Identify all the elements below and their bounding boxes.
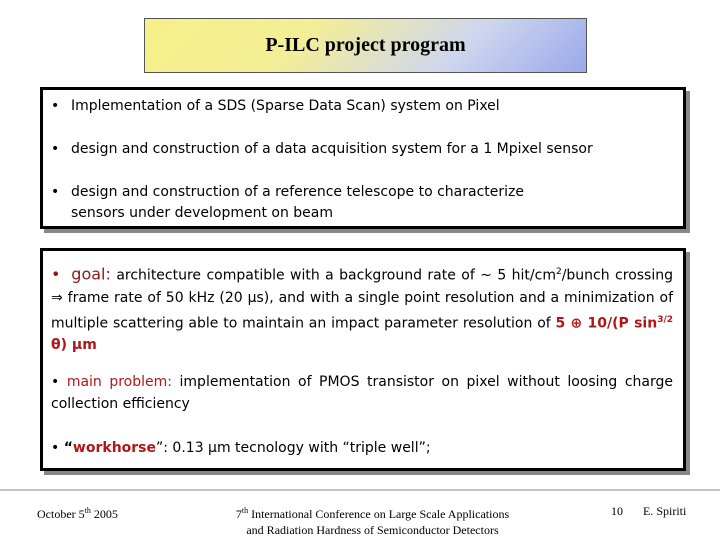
footer-date-b: 2005 (93, 507, 118, 521)
bullet-dot: • (51, 184, 60, 200)
footer-author: E. Spiriti (643, 504, 687, 518)
resolution-formula-b: θ) μm (51, 337, 97, 354)
bullet-sds (51, 96, 500, 117)
workhorse-paragraph (51, 437, 673, 459)
workhorse-label: workhorse (72, 440, 157, 456)
resolution-formula-a: 5 ⊕ 10/(P sin (555, 315, 658, 332)
main-problem-label: main problem: (66, 374, 172, 390)
objectives-box (40, 87, 686, 229)
footer-conf-line2: and Radiation Hardness of Semiconductor Detectors (246, 523, 499, 537)
problem-paragraph (51, 371, 673, 415)
footer-conference (200, 503, 545, 538)
bullet-daq (51, 139, 593, 160)
bullet-dot: • (51, 264, 61, 284)
page-number: 10 (611, 504, 623, 518)
footer-date-a: October 5 (37, 507, 85, 521)
bullet-dot: • (51, 440, 60, 456)
main-problem-text: implementation of PMOS transistor on pixel without loosing charge collection efficiency (51, 374, 674, 412)
bullet-telescope-text-1: design and construction of a reference telescope to characterize (71, 184, 524, 200)
footer-conf-a: 7 (235, 507, 242, 521)
goals-box (40, 248, 686, 471)
footer-conf-b: International Conference on Large Scale Applications (251, 507, 510, 521)
goal-text-2: /bunch crossing ⇒ frame rate of 50 kHz (20 μs), and with a single point resolution and a minimization of multiple scattering able to maintain an impact parameter resolution of (51, 267, 673, 332)
bullet-telescope-text-2: sensors under development on beam (71, 205, 334, 221)
bullet-telescope (51, 182, 524, 224)
goal-label: goal: (71, 264, 111, 284)
footer-date (37, 503, 118, 522)
footer-date-sup: th (84, 506, 91, 515)
slide-title: P-ILC project program (265, 34, 466, 56)
bullet-sds-text: Implementation of a SDS (Sparse Data Scan) system on Pixel (71, 98, 500, 114)
goal-text-1: architecture compatible with a background rate of ~ 5 hit/cm (116, 267, 556, 284)
resolution-formula-sup: 3/2 (657, 314, 673, 325)
footer-conf-sup: th (241, 506, 249, 515)
bullet-dot: • (51, 141, 60, 157)
goal-sup: 2 (555, 267, 562, 277)
bullet-dot: • (51, 98, 60, 114)
workhorse-quote-open: “ (63, 440, 73, 456)
workhorse-text: ”: 0.13 μm tecnology with “triple well”; (156, 440, 431, 456)
title-box (144, 18, 587, 73)
bullet-daq-text: design and construction of a data acquisition system for a 1 Mpixel sensor (71, 141, 593, 157)
goal-paragraph (51, 261, 673, 356)
bullet-dot: • (51, 374, 60, 390)
footer-rule (0, 489, 720, 492)
